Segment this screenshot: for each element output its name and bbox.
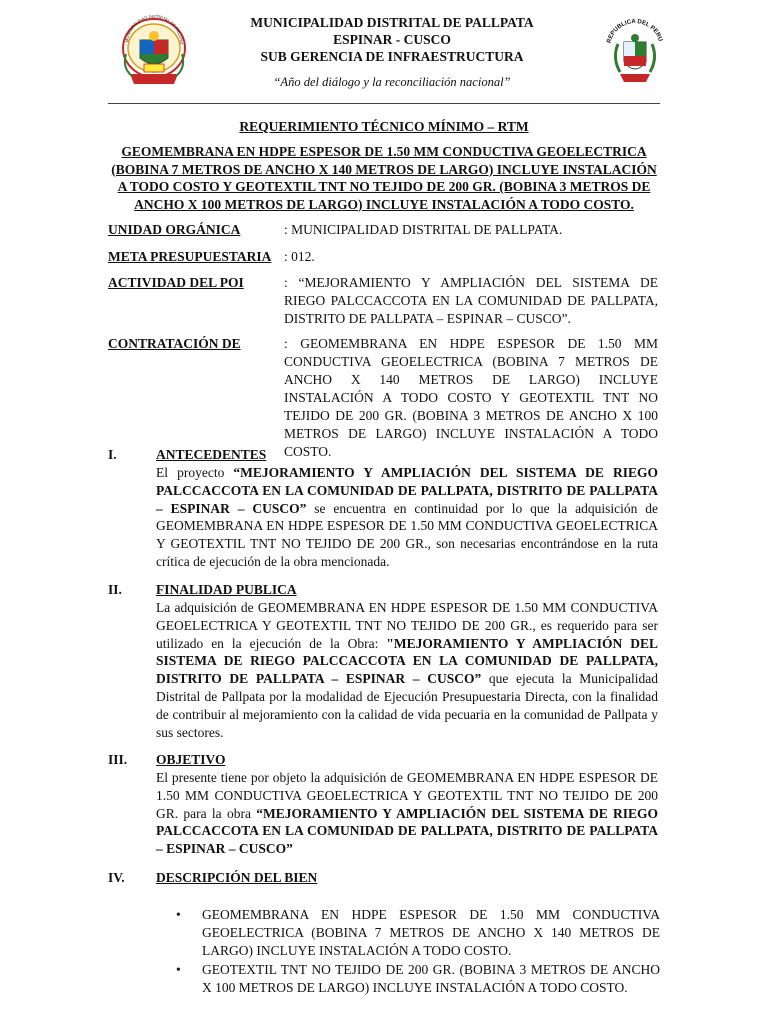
project-name-bold: “MEJORAMIENTO Y AMPLIACIÓN DEL SISTEMA DE RIEGO PALCCACCOTA EN LA COMUNIDAD DE PALLPATA, DISTRITO DE PALLPATA – ESPINAR – CUSCO” [156, 465, 658, 516]
section-number: I. [108, 447, 117, 462]
list-item [176, 961, 660, 997]
section-number: IV. [108, 870, 125, 885]
item-list [176, 906, 660, 999]
field-value: : “MEJORAMIENTO Y AMPLIACIÓN DEL SISTEMA DE RIEGO PALCCACCOTA EN LA COMUNIDAD DE PALLPATA, DISTRITO DE PALLPATA – ESPINAR – CUSCO”. [284, 275, 658, 326]
field-label: UNIDAD ORGÁNICA [108, 222, 241, 237]
list-item-text: GEOMEMBRANA EN HDPE ESPESOR DE 1.50 MM CONDUCTIVA GEOELECTRICA (BOBINA 7 METROS DE ANCHO X 140 METROS DE LARGO) INCLUYE INSTALACIÓN A TODO COSTO. [202, 907, 660, 958]
body-text: se encuentra en continuidad por lo que la adquisición de GEOMEMBRANA EN HDPE ESPESOR DE 1.50 MM CONDUCTIVA GEOELECTRICA Y GEOTEXTIL TNT NO TEJIDO DE 200 GR., son necesarias encontrándose en la ruta crítica de ejecución de la obra mencionada. [156, 500, 658, 569]
list-item-text: GEOTEXTIL TNT NO TEJIDO DE 200 GR. (BOBINA 3 METROS DE ANCHO X 100 METROS DE LARGO) INCLUYE INSTALACIÓN A TODO COSTO. [202, 962, 660, 996]
project-name-bold: "MEJORAMIENTO Y AMPLIACIÓN DEL SISTEMA DE RIEGO PALCCACCOTA EN LA COMUNIDAD DE PALLPATA, DISTRITO DE PALLPATA – ESPINAR – CUSCO” [156, 635, 658, 687]
body-text: El proyecto [156, 465, 234, 480]
section-body [156, 599, 658, 741]
document-title: REQUERIMIENTO TÉCNICO MÍNIMO – RTM [239, 119, 529, 134]
body-text: que ejecuta la Municipalidad Distrital de Pallpata por la modalidad de Ejecución Presupuestaria Directa, con la finalidad de contribuir al mejoramiento con la calidad de vida pecuaria en la comunidad de Pallpata y sus sectores. [156, 671, 658, 740]
field-label: ACTIVIDAD DEL POI [108, 275, 244, 290]
seal-right-arc-text: REPUBLICA DEL PERU [606, 18, 664, 44]
section-body [156, 769, 658, 858]
municipality-seal-logo [118, 14, 190, 94]
field-value: : 012. [284, 249, 315, 264]
document-subject-title: GEOMEMBRANA EN HDPE ESPESOR DE 1.50 MM CONDUCTIVA GEOELECTRICA (BOBINA 7 METROS DE ANCHO X 140 METROS DE LARGO) INCLUYE INSTALACIÓN A TODO COSTO Y GEOTEXTIL TNT NO TEJIDO DE 200 GR. (BOBINA 3 METROS DE ANCHO X 100 METROS DE LARGO) INCLUYE INSTALACIÓN A TODO COSTO. [111, 144, 657, 212]
section-number: II. [108, 582, 122, 597]
field-label: CONTRATACIÓN DE [108, 336, 241, 351]
body-text: El presente tiene por objeto la adquisición de GEOMEMBRANA EN HDPE ESPESOR DE 1.50 MM CONDUCTIVA GEOELECTRICA Y GEOTEXTIL TNT NO TEJIDO DE 200 GR. para la obra [156, 770, 658, 821]
peru-coat-of-arms-logo [604, 18, 666, 88]
section-number: III. [108, 752, 128, 767]
project-name-bold: “MEJORAMIENTO Y AMPLIACIÓN DEL SISTEMA DE RIEGO PALCCACCOTA EN LA COMUNIDAD DE PALLPATA, DISTRITO DE PALLPATA – ESPINAR – CUSCO” [156, 805, 658, 857]
section-heading: FINALIDAD PUBLICA [156, 582, 297, 597]
field-value: : GEOMEMBRANA EN HDPE ESPESOR DE 1.50 MM CONDUCTIVA GEOELECTRICA (BOBINA 7 METROS DE ANCHO X 140 METROS DE LARGO) INCLUYE INSTALACIÓN A TODO COSTO Y GEOTEXTIL TNT NO TEJIDO DE 200 GR. (BOBINA 3 METROS DE ANCHO X 100 METROS DE LARGO) INCLUYE INSTALACIÓN A TODO COSTO. [284, 336, 658, 459]
bullet-icon: • [176, 962, 181, 978]
section-body [156, 464, 658, 571]
bullet-icon: • [176, 907, 181, 922]
body-text: La adquisición de GEOMEMBRANA EN HDPE ESPESOR DE 1.50 MM CONDUCTIVA GEOELECTRICA Y GEOTEXTIL TNT NO TEJIDO DE 200 GR., es requerido para ser utilizado en la ejecución de la Obra: [156, 600, 658, 651]
field-value: : MUNICIPALIDAD DISTRITAL DE PALLPATA. [284, 222, 563, 237]
header-line-municipality: MUNICIPALIDAD DISTRITAL DE PALLPATA [250, 15, 534, 30]
letterhead [200, 14, 584, 90]
field-label: META PRESUPUESTARIA [108, 249, 272, 264]
section-heading: OBJETIVO [156, 752, 226, 767]
header-motto: “Año del diálogo y la reconciliación nacional” [273, 75, 511, 89]
header-line-location: ESPINAR - CUSCO [333, 32, 451, 47]
list-item [176, 906, 660, 959]
header-divider [108, 103, 660, 104]
header-line-department: SUB GERENCIA DE INFRAESTRUCTURA [260, 49, 524, 64]
seal-left-arc-text: MUNICIPALIDAD DISTRITAL DE PALLPAT [124, 14, 185, 45]
section-heading: ANTECEDENTES [156, 447, 267, 462]
section-heading: DESCRIPCIÓN DEL BIEN [156, 870, 318, 885]
